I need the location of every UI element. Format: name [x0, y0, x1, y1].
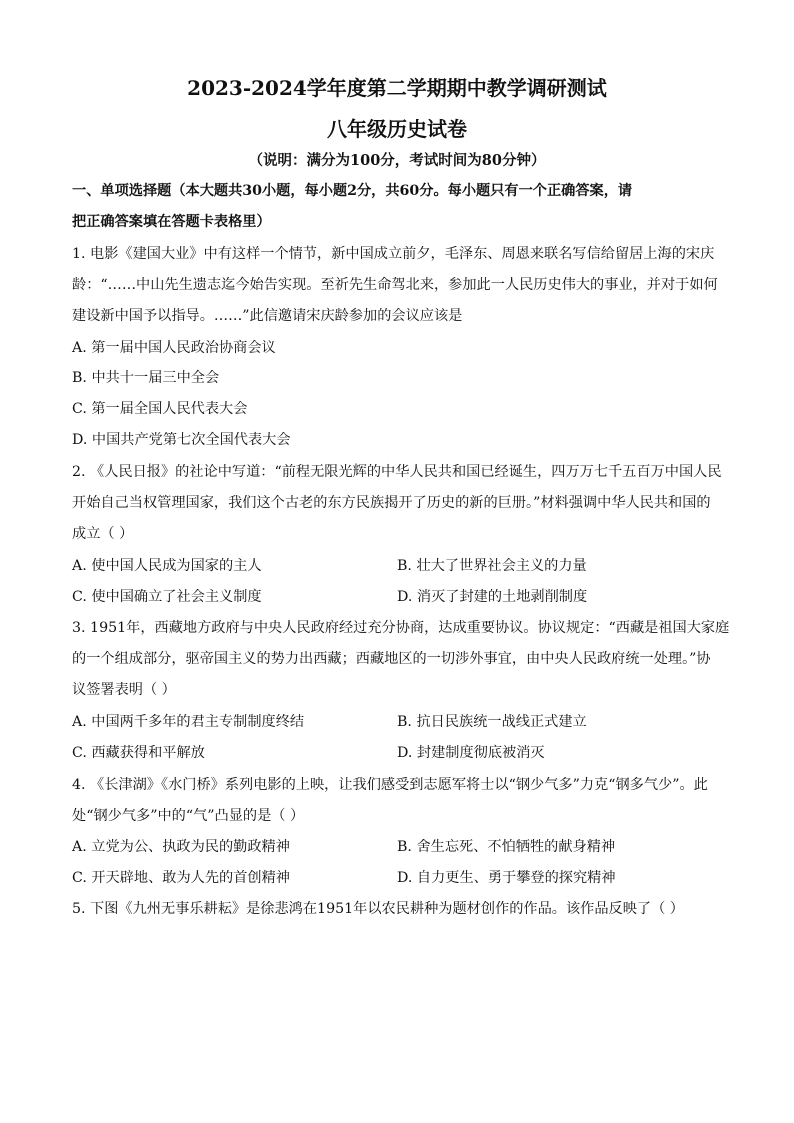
- q2-option-b: B. 壮大了世界社会主义的力量: [397, 558, 587, 574]
- q1-stem-line2: 龄：“……中山先生遗志迄今始告实现。至祈先生命驾北来，参加此一人民历史伟大的事业，并对于如何: [72, 277, 718, 293]
- q3-stem-line1: 3. 1951年，西藏地方政府与中央人民政府经过充分协商，达成重要协议。协议规定：“西藏是祖国大家庭: [72, 620, 730, 636]
- q2-stem-line1: 2. 《人民日报》的社论中写道：“前程无限光辉的中华人民共和国已经诞生，四万万七千五百万中国人民: [72, 464, 722, 480]
- exam-title: 2023-2024学年度第二学期期中教学调研测试: [187, 76, 607, 100]
- q1-stem-line1: 1. 电影《建国大业》中有这样一个情节，新中国成立前夕，毛泽东、周恩来联名写信给留居上海的宋庆: [72, 246, 715, 262]
- q3-option-b: B. 抗日民族统一战线正式建立: [397, 714, 587, 730]
- q4-stem-line2: 处“钢少气多”中的“气”凸显的是（ ）: [72, 808, 305, 824]
- q3-option-d: D. 封建制度彻底被消灭: [397, 745, 545, 761]
- section-heading-line1: 一、单项选择题（本大题共30小题，每小题2分，共60分。每小题只有一个正确答案，请: [72, 183, 633, 199]
- q2-stem-line2: 开始自己当权管理国家，我们这个古老的东方民族揭开了历史的新的巨册。”材料强调中华人民共和国的: [72, 495, 711, 511]
- q3-option-a: A. 中国两千多年的君主专制制度终结: [72, 714, 305, 730]
- q5-stem-line1: 5. 下图《九州无事乐耕耘》是徐悲鸿在1951年以农民耕种为题材创作的作品。该作品反映了（ ）: [72, 901, 684, 917]
- q1-option-d: D. 中国共产党第七次全国代表大会: [72, 432, 291, 448]
- exam-note: （说明：满分为100分，考试时间为80分钟）: [248, 152, 546, 169]
- exam-subtitle: 八年级历史试卷: [327, 117, 467, 141]
- q2-stem-line3: 成立（ ）: [72, 526, 134, 542]
- q4-option-b: B. 舍生忘死、不怕牺牲的献身精神: [397, 839, 616, 855]
- q4-option-a: A. 立党为公、执政为民的勤政精神: [72, 839, 290, 855]
- q1-option-b: B. 中共十一届三中全会: [72, 370, 220, 386]
- q4-option-d: D. 自力更生、勇于攀登的探究精神: [397, 870, 616, 886]
- section-heading-line2: 把正确答案填在答题卡表格里）: [72, 214, 271, 230]
- q3-option-c: C. 西藏获得和平解放: [72, 745, 205, 761]
- q1-option-a: A. 第一届中国人民政治协商会议: [72, 340, 276, 356]
- q4-option-c: C. 开天辟地、敢为人先的首创精神: [72, 870, 290, 886]
- q2-option-c: C. 使中国确立了社会主义制度: [72, 589, 262, 605]
- q1-option-c: C. 第一届全国人民代表大会: [72, 401, 248, 417]
- q2-option-a: A. 使中国人民成为国家的主人: [72, 558, 262, 574]
- q1-stem-line3: 建设新中国予以指导。……”此信邀请宋庆龄参加的会议应该是: [72, 308, 463, 324]
- q2-option-d: D. 消灭了封建的土地剥削制度: [397, 589, 588, 605]
- q4-stem-line1: 4. 《长津湖》《水门桥》系列电影的上映，让我们感受到志愿军将士以“钢少气多”力克“钢多气少”。此: [72, 777, 708, 793]
- q3-stem-line2: 的一个组成部分，驱帝国主义的势力出西藏；西藏地区的一切涉外事宜，由中央人民政府统一处理。”协: [72, 651, 711, 667]
- q3-stem-line3: 议签署表明（ ）: [72, 682, 176, 698]
